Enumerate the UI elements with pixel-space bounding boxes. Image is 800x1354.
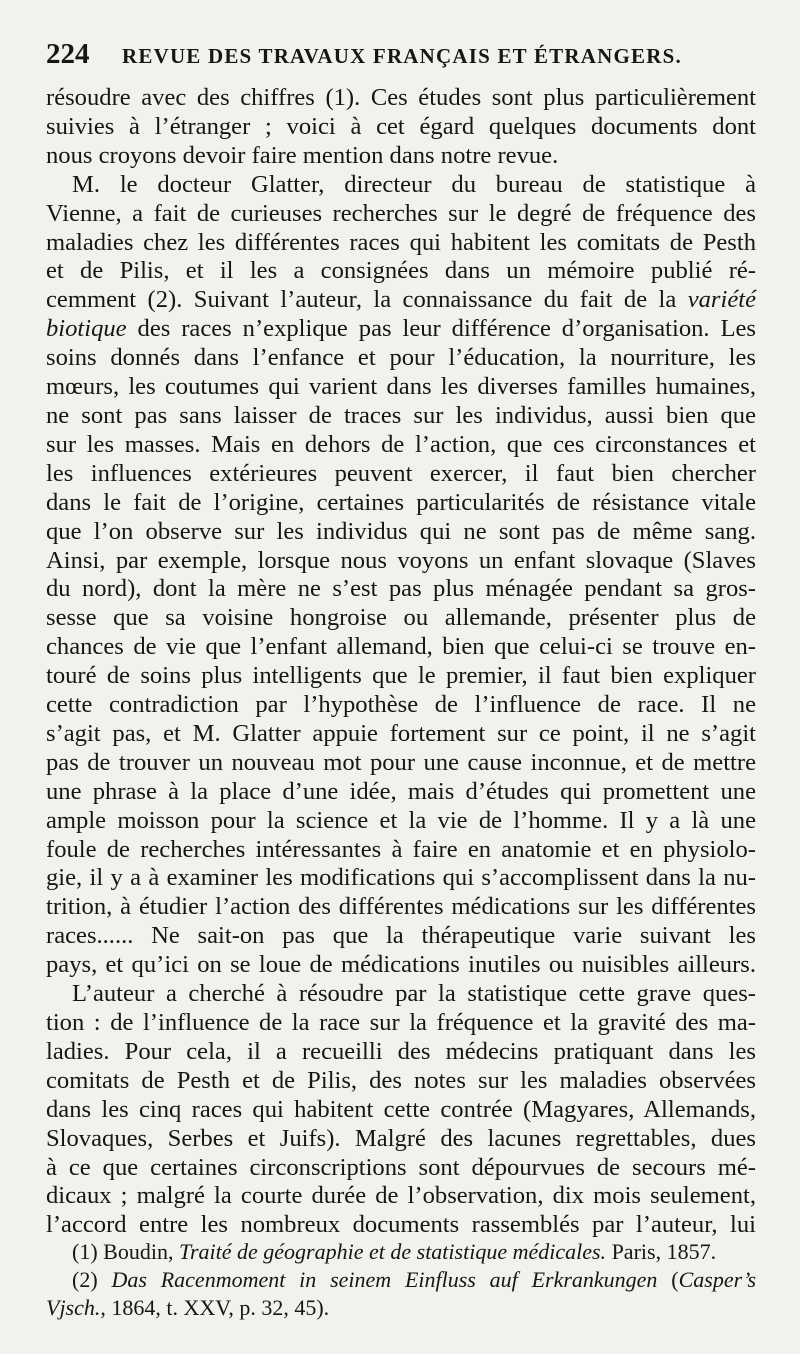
text-line: pays, et qu’ici on se loue de médications inutiles ou nuisibles ailleurs. <box>46 951 756 979</box>
text-segment: des races n’explique pas leur différence d’organisation. Les <box>126 315 756 343</box>
footnote-2 <box>46 1266 756 1294</box>
text-line: gie, il y a à examiner les modifications qui s’accomplissent dans la nu- <box>46 864 756 892</box>
text-line: pas de trouver un nouveau mot pour une cause inconnue, et de mettre <box>46 748 756 776</box>
text-line: nous croyons devoir faire mention dans notre revue. <box>46 141 559 169</box>
italic-term: variété <box>687 286 756 314</box>
running-title: REVUE DES TRAVAUX FRANÇAIS ET ÉTRANGERS. <box>122 44 682 68</box>
footnote-2-journal: Vjsch. <box>46 1295 101 1320</box>
footnotes <box>46 1238 756 1322</box>
page-header <box>46 38 756 80</box>
text-line: tion : de l’influence de la race sur la fréquence et la gravité des ma- <box>46 1009 756 1036</box>
text-line <box>46 315 756 344</box>
text-line: Slovaques, Serbes et Juifs). Malgré des lacunes regrettables, dues <box>46 1124 756 1152</box>
text-line: les influences extérieures peuvent exercer, il faut bien chercher <box>46 459 756 487</box>
text-line: trition, à étudier l’action des différentes médications sur les différentes <box>46 893 756 921</box>
page-number: 224 <box>46 38 90 70</box>
footnote-2-author: Casper’s <box>678 1267 757 1292</box>
footnote-2-paren: ( <box>657 1267 679 1292</box>
text-line: ample moisson pour la science et la vie de l’homme. Il y a là une <box>46 806 756 834</box>
text-line: ladies. Pour cela, il a recueilli des médecins pratiquant dans les <box>46 1037 756 1065</box>
text-line <box>46 286 756 315</box>
text-line: s’agit pas, et M. Glatter appuie fortement sur ce point, il ne s’agit <box>46 719 756 747</box>
footnote-1-rest: Paris, 1857. <box>606 1239 717 1264</box>
text-line: du nord), dont la mère ne s’est pas plus ménagée pendant sa gros- <box>46 575 756 603</box>
text-line: mœurs, les coutumes qui varient dans les diverses familles humaines, <box>46 373 756 401</box>
text-line: dicaux ; malgré la courte durée de l’observation, dix mois seulement, <box>46 1182 756 1210</box>
text-line: suivies à l’étranger ; voici à cet égard quelques documents dont <box>46 112 756 140</box>
text-line: soins donnés dans l’enfance et pour l’éducation, la nourriture, les <box>46 344 756 372</box>
text-line: sesse que sa voisine hongroise ou allemande, présenter plus de <box>46 604 756 632</box>
text-line: M. le docteur Glatter, directeur du bureau de statistique à <box>72 170 756 198</box>
text-line: L’auteur a cherché à résoudre par la statistique cette grave ques- <box>72 980 756 1008</box>
text-line: à ce que certaines circonscriptions sont dépourvues de secours mé- <box>46 1153 756 1181</box>
text-line: Vienne, a fait de curieuses recherches sur le degré de fréquence des <box>46 199 756 227</box>
text-line: ne sont pas sans laisser de traces sur les individus, aussi bien que <box>46 401 756 429</box>
italic-term: biotique <box>46 315 127 343</box>
footnote-2-details: , 1864, t. XXV, p. 32, 45). <box>100 1295 330 1320</box>
text-line: races...... Ne sait-on pas que la thérapeutique varie suivant les <box>46 922 756 950</box>
text-line: l’accord entre les nombreux documents rassemblés par l’auteur, lui <box>46 1211 756 1239</box>
text-line: Ainsi, par exemple, lorsque nous voyons un enfant slovaque (Slaves <box>46 546 756 574</box>
text-line: foule de recherches intéressantes à faire en anatomie et en physiolo- <box>46 835 756 863</box>
text-line: dans les cinq races qui habitent cette contrée (Magyares, Allemands, <box>46 1095 756 1123</box>
text-line: chances de vie que l’enfant allemand, bien que celui-ci se trouve en- <box>46 633 756 661</box>
footnote-2-ref: (2) <box>72 1267 112 1292</box>
text-segment: cemment (2). Suivant l’auteur, la connaissance du fait de la <box>46 286 677 314</box>
text-line: comitats de Pesth et de Pilis, des notes sur les maladies observées <box>46 1066 756 1094</box>
body-text <box>46 84 756 1240</box>
text-line: maladies chez les différentes races qui habitent les comitats de Pesth <box>46 228 756 256</box>
text-line: dans le fait de l’origine, certaines particularités de résistance vitale <box>46 488 756 516</box>
footnote-2-cont <box>46 1294 756 1322</box>
text-line: une phrase à la place d’une idée, mais d’études qui promettent une <box>46 777 756 805</box>
footnote-1 <box>46 1238 756 1266</box>
text-line: que l’on observe sur les individus qui ne sont pas de même sang. <box>46 517 756 545</box>
text-line: cette contradiction par l’hypothèse de l’influence de race. Il ne <box>46 691 756 719</box>
text-line: touré de soins plus intelligents que le premier, il faut bien expliquer <box>46 662 756 690</box>
footnote-1-title: Traité de géographie et de statistique médicales. <box>178 1239 607 1264</box>
text-line: sur les masses. Mais en dehors de l’action, que ces circonstances et <box>46 430 756 458</box>
text-line: résoudre avec des chiffres (1). Ces études sont plus particulièrement <box>46 84 756 111</box>
text-line: et de Pilis, et il les a consignées dans un mémoire publié ré- <box>46 257 756 285</box>
footnote-2-title: Das Racenmoment in seinem Einfluss auf Erkrankungen <box>111 1267 658 1292</box>
footnote-1-ref: (1) Boudin, <box>72 1239 179 1264</box>
